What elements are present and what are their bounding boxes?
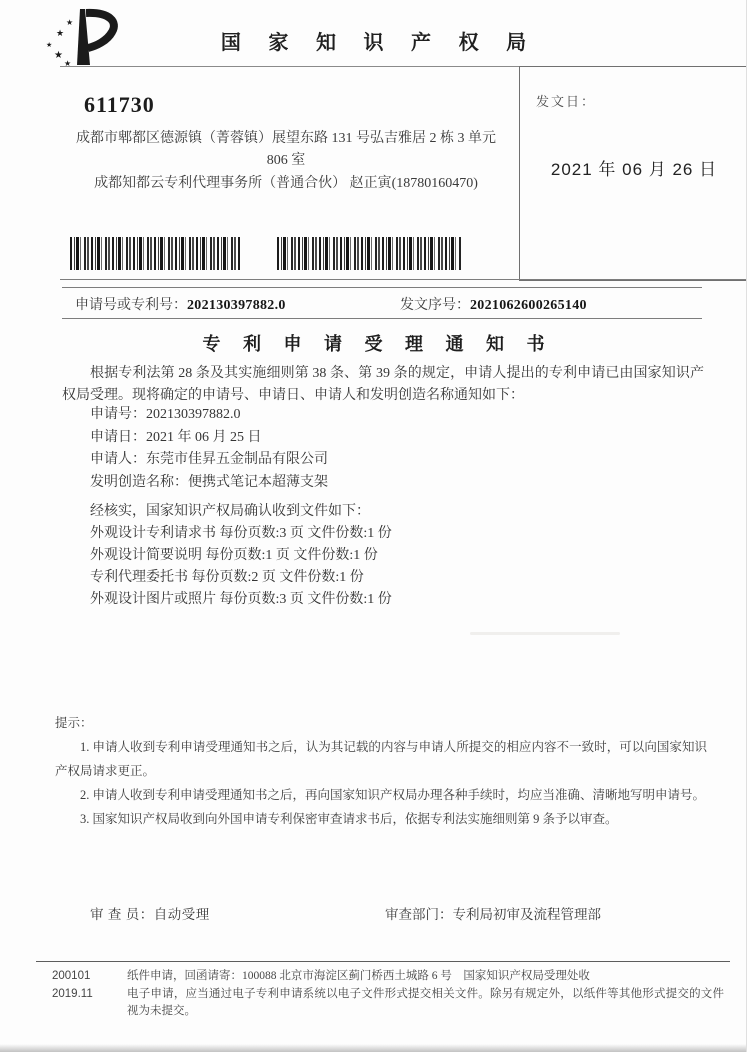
page-bottom-scan-edge xyxy=(0,1044,747,1052)
header-rule xyxy=(60,66,519,67)
application-number-cell xyxy=(75,294,286,314)
department-label: 审查部门： xyxy=(385,907,453,922)
footer-notes-column xyxy=(127,968,724,1021)
notice-intro-paragraph: 根据专利法第 28 条及其实施细则第 38 条、第 39 条的规定，申请人提出的专利申请已由国家知识产权局受理。现将确定的申请号、申请日、申请人和发明创造名称通知如下： xyxy=(62,366,704,403)
application-number-label: 申请号或专利号： xyxy=(75,298,187,313)
serial-number-label: 发文序号： xyxy=(400,298,470,313)
issue-date-value: 2021 年 06 月 26 日 xyxy=(550,160,718,179)
issue-date-box xyxy=(519,66,747,281)
form-code-column xyxy=(52,968,122,1003)
svg-text:★: ★ xyxy=(66,18,74,27)
footer-note-paper: 纸件申请，回函请寄：100088 北京市海淀区蓟门桥西土城路 6 号 国家知识产权局受理处收 xyxy=(127,970,590,982)
form-version: 2019.11 xyxy=(52,987,93,1000)
serial-number-value: 2021062600265140 xyxy=(470,298,587,313)
recipient-address-line1: 成都市郫都区德源镇（菁蓉镇）展望东路 131 号弘吉雅居 2 栋 3 单元 xyxy=(76,131,496,146)
rule-above-ref-row xyxy=(62,287,702,288)
tip-item: 1. 申请人收到专利申请受理通知书之后，认为其记载的内容与申请人所提交的相应内容不一致时，可以向国家知识产权局请求更正。 xyxy=(55,740,707,778)
received-document-item: 专利代理委托书 每份页数:2 页 文件份数:1 份 xyxy=(90,570,364,585)
form-code: 200101 xyxy=(52,970,91,982)
tip-item: 3. 国家知识产权局收到向外国申请专利保密审查请求书后，依据专利法实施细则第 9 条予以审查。 xyxy=(80,812,618,826)
serial-number-cell xyxy=(400,294,587,314)
tips-block xyxy=(55,711,707,831)
field-label: 发明创造名称： xyxy=(90,474,188,490)
received-document-item: 外观设计图片或照片 每份页数:3 页 文件份数:1 份 xyxy=(90,592,392,607)
recipient-agency-line: 成都知都云专利代理事务所（普通合伙） 赵正寅(18780160470) xyxy=(94,176,478,191)
org-title: 国 家 知 识 产 权 局 xyxy=(220,32,538,54)
recipient-postcode: 611730 xyxy=(84,92,155,117)
field-value: 2021 年 06 月 25 日 xyxy=(146,429,262,445)
received-documents-block xyxy=(90,501,392,611)
examiner-value: 自动受理 xyxy=(153,907,210,922)
rule-below-ref-row xyxy=(62,318,702,319)
rule-below-barcodes xyxy=(60,279,747,280)
footer-note-electronic: 电子申请，应当通过电子专利申请系统以电子文件形式提交相关文件。除另有规定外，以纸件等其他形式提交的文件视为未提交。 xyxy=(127,987,724,1017)
department-cell xyxy=(385,903,601,923)
notice-title: 专 利 申 请 受 理 通 知 书 xyxy=(202,334,554,354)
issue-date-label: 发文日： xyxy=(536,94,597,109)
tip-item: 2. 申请人收到专利申请受理通知书之后，再向国家知识产权局办理各种手续时，均应当准确、清晰地写明申请号。 xyxy=(80,788,706,802)
received-document-item: 外观设计简要说明 每份页数:1 页 文件份数:1 份 xyxy=(90,548,378,563)
svg-text:★: ★ xyxy=(56,28,65,38)
footer-rule xyxy=(36,961,730,962)
barcode-application-number xyxy=(70,237,240,270)
svg-text:★: ★ xyxy=(64,59,72,68)
field-application-number xyxy=(90,404,328,427)
field-label: 申请号： xyxy=(90,407,146,422)
received-documents-intro: 经核实，国家知识产权局确认收到文件如下： xyxy=(90,504,370,519)
tips-label: 提示： xyxy=(55,716,93,730)
svg-text:★: ★ xyxy=(54,50,63,61)
field-value: 东莞市佳昇五金制品有限公司 xyxy=(146,452,328,467)
field-value: 202130397882.0 xyxy=(146,407,241,422)
svg-text:★: ★ xyxy=(46,41,53,49)
examiner-cell xyxy=(90,903,210,923)
scan-artifact xyxy=(470,632,620,635)
field-label: 申请人： xyxy=(90,452,146,467)
field-applicant xyxy=(90,449,328,472)
department-value: 专利局初审及流程管理部 xyxy=(452,907,601,922)
field-value: 便携式笔记本超薄支架 xyxy=(188,474,328,490)
examiner-label: 审 查 员： xyxy=(90,907,154,922)
application-fields xyxy=(90,404,328,494)
received-document-item: 外观设计专利请求书 每份页数:3 页 文件份数:1 份 xyxy=(90,526,392,541)
field-label: 申请日： xyxy=(90,429,146,445)
recipient-address-line2: 806 室 xyxy=(266,153,306,168)
application-number-value: 202130397882.0 xyxy=(187,298,286,313)
barcode-serial-number xyxy=(277,237,461,270)
field-invention-title xyxy=(90,472,328,495)
field-application-date xyxy=(90,427,328,450)
